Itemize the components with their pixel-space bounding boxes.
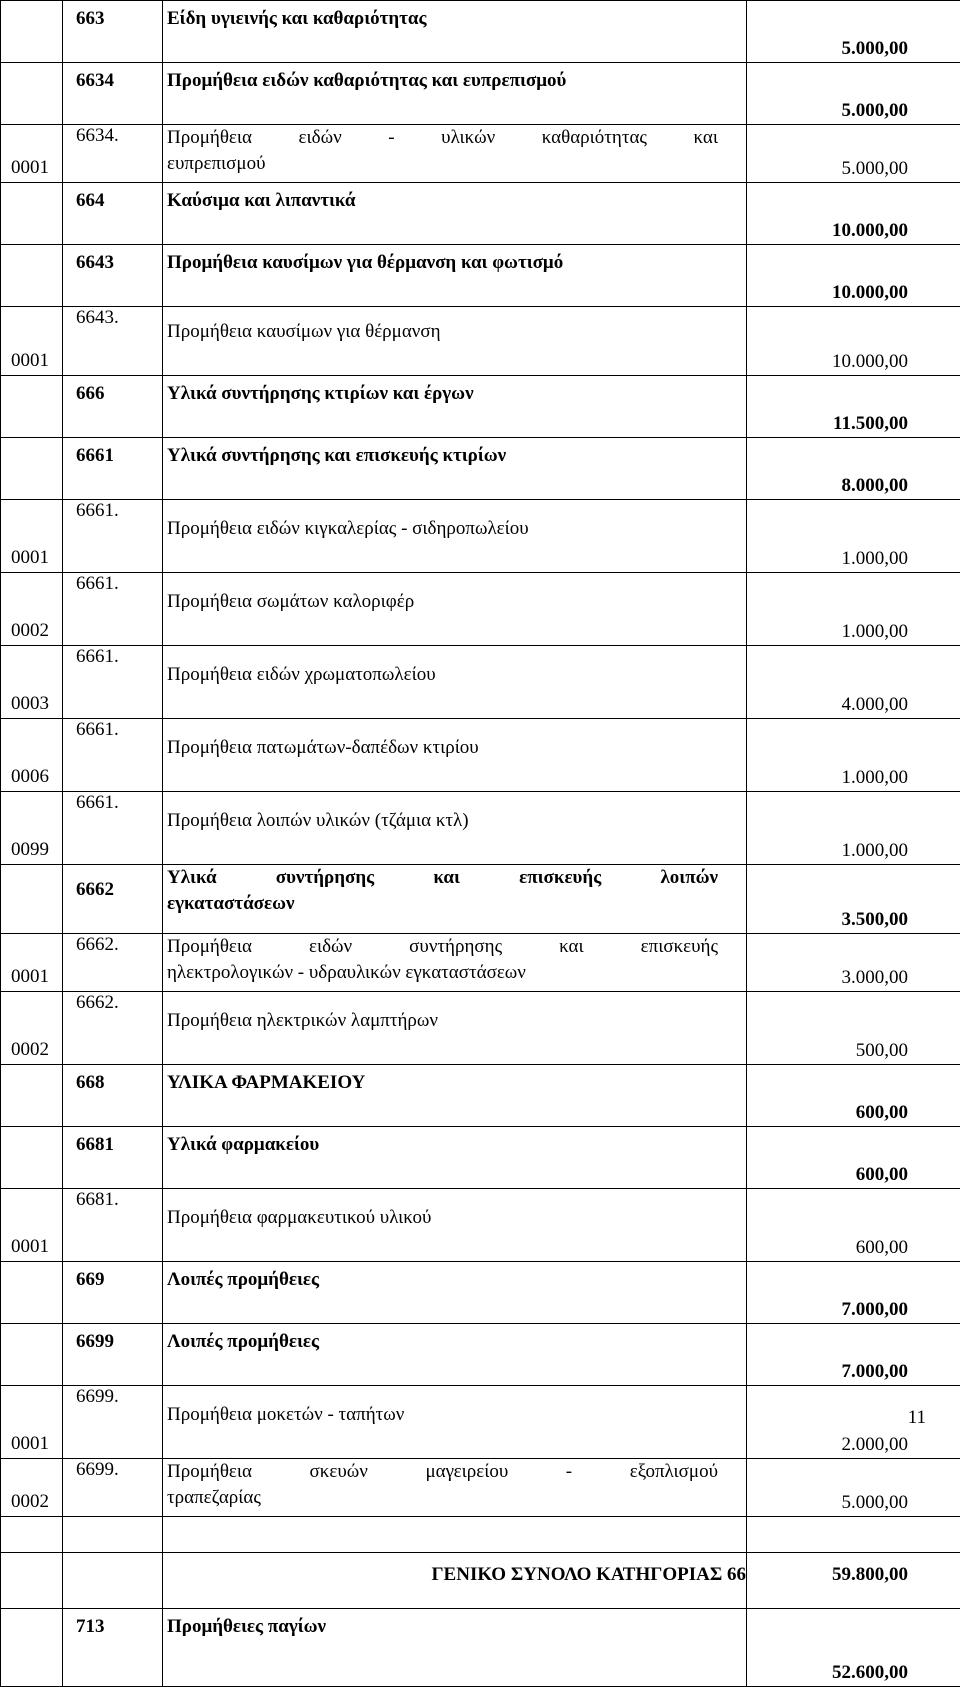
amount-cell: 500,00 [747, 992, 960, 1065]
code-cell: 6661 [63, 438, 163, 500]
subcode-cell: 0001 [1, 1189, 63, 1262]
code-cell: 713 [63, 1609, 163, 1687]
table-row [1, 865, 960, 934]
amount-cell: 1.000,00 [747, 573, 960, 646]
description-cell: Προμήθεια πατωμάτων-δαπέδων κτιρίου [163, 719, 747, 792]
amount-cell: 5.000,00 [747, 63, 960, 125]
description-cell: Υλικά συντήρησης κτιρίων και έργων [163, 376, 747, 438]
description-cell [163, 934, 747, 992]
description-line-2: ηλεκτρολογικών - υδραυλικών εγκαταστάσεων [167, 960, 718, 986]
amount-cell: 5.000,00 [747, 1, 960, 63]
table-row [1, 792, 960, 865]
table-row [1, 573, 960, 646]
amount-cell: 3.500,00 [747, 865, 960, 934]
description-line-2: τραπεζαρίας [167, 1485, 718, 1511]
subcode-cell [1, 183, 63, 245]
code-cell: 664 [63, 183, 163, 245]
page-number: 11 [908, 1407, 926, 1429]
grand-total-row [1, 1553, 960, 1609]
table-row [1, 125, 960, 183]
table-row [1, 1189, 960, 1262]
amount-cell: 600,00 [747, 1065, 960, 1127]
description-cell: Προμήθεια σωμάτων καλοριφέρ [163, 573, 747, 646]
amount-cell: 5.000,00 [747, 125, 960, 183]
table-row [1, 183, 960, 245]
code-cell: 666 [63, 376, 163, 438]
code-cell: 6662. [63, 934, 163, 992]
amount-cell: 1.000,00 [747, 719, 960, 792]
amount-cell: 2.000,00 [747, 1386, 960, 1459]
subcode-cell [1, 245, 63, 307]
subcode-cell: 0003 [1, 646, 63, 719]
subcode-cell: 0001 [1, 1386, 63, 1459]
subcode-cell [1, 438, 63, 500]
amount-cell: 3.000,00 [747, 934, 960, 992]
description-cell [163, 1459, 747, 1517]
description-cell: Προμήθεια καυσίμων για θέρμανση [163, 307, 747, 376]
amount-cell: 4.000,00 [747, 646, 960, 719]
table-row [1, 376, 960, 438]
code-cell: 6634 [63, 63, 163, 125]
table-row [1, 245, 960, 307]
description-line-1: Προμήθεια ειδών συντήρησης και επισκευής [167, 936, 718, 957]
amount-cell: 10.000,00 [747, 307, 960, 376]
description-cell: Προμήθεια ειδών κιγκαλερίας - σιδηροπωλείου [163, 500, 747, 573]
table-row [1, 438, 960, 500]
code-cell: 6699. [63, 1386, 163, 1459]
table-row [1, 1262, 960, 1324]
code-cell: 6699 [63, 1324, 163, 1386]
description-cell: Προμήθεια καυσίμων για θέρμανση και φωτισμό [163, 245, 747, 307]
amount-cell: 1.000,00 [747, 500, 960, 573]
description-line-1: Υλικά συντήρησης και επισκευής λοιπών [167, 867, 718, 888]
table-row [1, 500, 960, 573]
table-row [1, 1459, 960, 1517]
code-cell: 6681 [63, 1127, 163, 1189]
subcode-cell [1, 865, 63, 934]
description-cell: Προμήθεια ηλεκτρικών λαμπτήρων [163, 992, 747, 1065]
subcode-cell: 0001 [1, 934, 63, 992]
table-row [1, 1324, 960, 1386]
code-cell: 6643. [63, 307, 163, 376]
code-cell: 6662 [63, 865, 163, 934]
subcode-cell [1, 1324, 63, 1386]
description-cell: Προμήθεια λοιπών υλικών (τζάμια κτλ) [163, 792, 747, 865]
table-row [1, 1065, 960, 1127]
code-cell: 6661. [63, 500, 163, 573]
table-row [1, 719, 960, 792]
code-cell: 669 [63, 1262, 163, 1324]
grand-total-amount: 59.800,00 [747, 1553, 960, 1609]
budget-table-body [1, 1, 960, 1687]
code-cell: 6661. [63, 719, 163, 792]
table-row [1, 1609, 960, 1687]
description-cell [163, 865, 747, 934]
description-cell: Λοιπές προμήθειες [163, 1324, 747, 1386]
code-cell: 6634. [63, 125, 163, 183]
description-line-2: ευπρεπισμού [167, 151, 718, 177]
table-row [1, 1127, 960, 1189]
description-line-1: Προμήθεια ειδών - υλικών καθαριότητας και [167, 127, 718, 148]
table-row [1, 646, 960, 719]
table-row [1, 1, 960, 63]
code-cell: 6662. [63, 992, 163, 1065]
table-row [1, 992, 960, 1065]
description-cell: Είδη υγιεινής και καθαριότητας [163, 1, 747, 63]
subcode-cell: 0002 [1, 573, 63, 646]
subcode-cell [1, 1127, 63, 1189]
subcode-cell [1, 63, 63, 125]
amount-cell: 11.500,00 [747, 376, 960, 438]
description-cell: Προμήθεια φαρμακευτικού υλικού [163, 1189, 747, 1262]
subcode-cell [1, 1065, 63, 1127]
code-cell: 6661. [63, 792, 163, 865]
description-line-2: εγκαταστάσεων [167, 891, 718, 917]
description-cell: Λοιπές προμήθειες [163, 1262, 747, 1324]
description-cell: Προμήθεια ειδών χρωματοπωλείου [163, 646, 747, 719]
grand-total-label: ΓΕΝΙΚΟ ΣΥΝΟΛΟ ΚΑΤΗΓΟΡΙΑΣ 66 [163, 1553, 747, 1609]
table-row [1, 63, 960, 125]
amount-cell: 5.000,00 [747, 1459, 960, 1517]
code-cell: 6661. [63, 646, 163, 719]
description-cell [163, 125, 747, 183]
amount-cell: 10.000,00 [747, 245, 960, 307]
code-cell: 6643 [63, 245, 163, 307]
description-cell: Προμήθεια μοκετών - ταπήτων [163, 1386, 747, 1459]
amount-cell: 52.600,00 [747, 1609, 960, 1687]
amount-cell: 10.000,00 [747, 183, 960, 245]
table-row [1, 307, 960, 376]
description-line-1: Προμήθεια σκευών μαγειρείου - εξοπλισμού [167, 1461, 718, 1482]
subcode-cell: 0001 [1, 500, 63, 573]
code-cell: 6661. [63, 573, 163, 646]
amount-cell: 600,00 [747, 1127, 960, 1189]
subcode-cell [1, 1, 63, 63]
code-cell: 663 [63, 1, 163, 63]
amount-cell: 7.000,00 [747, 1324, 960, 1386]
description-cell: Καύσιμα και λιπαντικά [163, 183, 747, 245]
amount-cell: 1.000,00 [747, 792, 960, 865]
subcode-cell: 0002 [1, 992, 63, 1065]
description-cell: Προμήθειες παγίων [163, 1609, 747, 1687]
subcode-cell: 0001 [1, 125, 63, 183]
description-cell: Προμήθεια ειδών καθαριότητας και ευπρεπισμού [163, 63, 747, 125]
subcode-cell [1, 376, 63, 438]
amount-cell: 600,00 [747, 1189, 960, 1262]
code-cell: 668 [63, 1065, 163, 1127]
description-cell: ΥΛΙΚΑ ΦΑΡΜΑΚΕΙΟΥ [163, 1065, 747, 1127]
subcode-cell: 0001 [1, 307, 63, 376]
amount-cell: 8.000,00 [747, 438, 960, 500]
subcode-cell [1, 1262, 63, 1324]
table-row [1, 934, 960, 992]
table-row [1, 1386, 960, 1459]
subcode-cell: 0002 [1, 1459, 63, 1517]
description-cell: Υλικά φαρμακείου [163, 1127, 747, 1189]
amount-cell: 7.000,00 [747, 1262, 960, 1324]
description-cell: Υλικά συντήρησης και επισκευής κτιρίων [163, 438, 747, 500]
subcode-cell: 0006 [1, 719, 63, 792]
code-cell: 6681. [63, 1189, 163, 1262]
code-cell: 6699. [63, 1459, 163, 1517]
subcode-cell: 0099 [1, 792, 63, 865]
spacer-row [1, 1517, 960, 1553]
